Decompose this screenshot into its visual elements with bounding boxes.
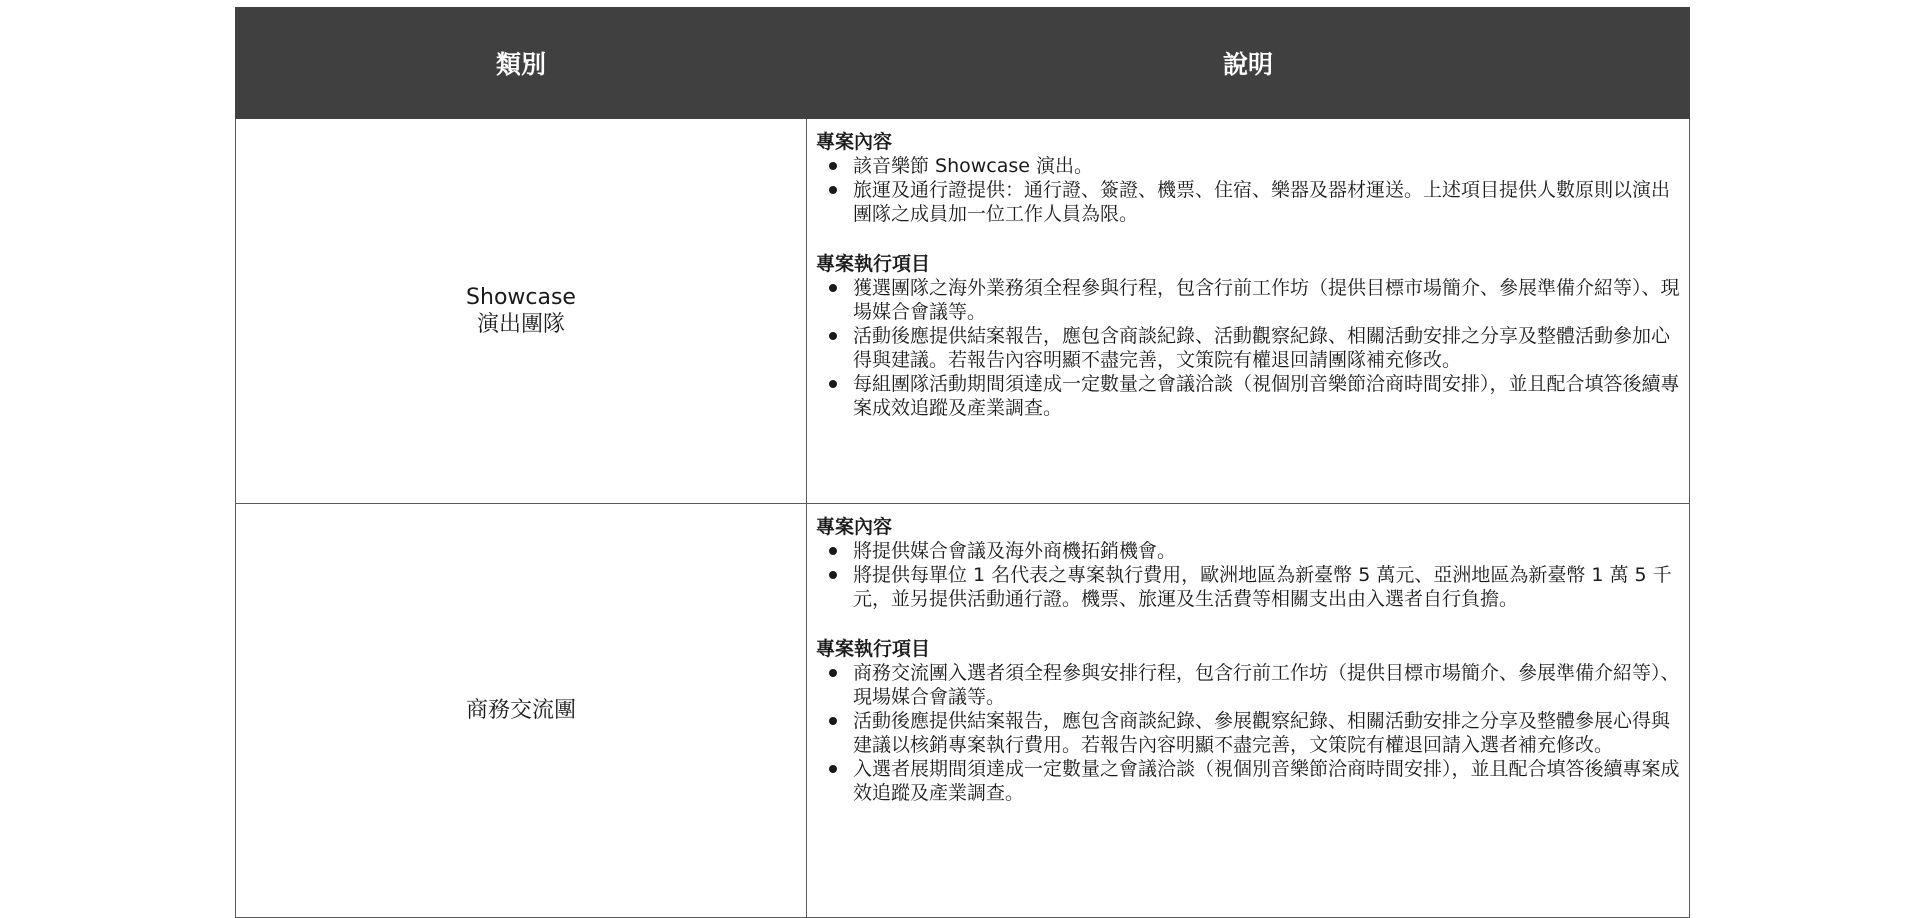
- list-item: 入選者展期間須達成一定數量之會議洽談（視個別音樂節洽商時間安排），並且配合填答後續專案成效追蹤及產業調查。: [816, 757, 1681, 805]
- list-item: 每組團隊活動期間須達成一定數量之會議洽談（視個別音樂節洽商時間安排），並且配合填答後續專案成效追蹤及產業調查。: [816, 372, 1681, 420]
- bullet-list: [816, 661, 1681, 805]
- category-cell: [236, 119, 807, 504]
- section-title: 專案執行項目: [816, 638, 931, 660]
- description-cell: [807, 504, 1690, 918]
- program-info-table: [235, 7, 1690, 918]
- section-spacer: [816, 226, 1681, 252]
- list-item: 活動後應提供結案報告，應包含商談紀錄、活動觀察紀錄、相關活動安排之分享及整體活動參加心得與建議。若報告內容明顯不盡完善，文策院有權退回請團隊補充修改。: [816, 324, 1681, 372]
- section-title: 專案內容: [816, 131, 893, 153]
- description-cell: [807, 119, 1690, 504]
- bullet-list: [816, 539, 1681, 611]
- section-title: 專案內容: [816, 516, 893, 538]
- list-item: 旅運及通行證提供：通行證、簽證、機票、住宿、樂器及器材運送。上述項目提供人數原則以演出團隊之成員加一位工作人員為限。: [816, 178, 1681, 226]
- table-row-showcase: [236, 119, 1690, 504]
- category-label: 演出團隊: [476, 312, 565, 337]
- list-item: 活動後應提供結案報告，應包含商談紀錄、參展觀察紀錄、相關活動安排之分享及整體參展心得與建議以核銷專案執行費用。若報告內容明顯不盡完善，文策院有權退回請入選者補充修改。: [816, 709, 1681, 757]
- table-row-business: [236, 504, 1690, 918]
- category-label: Showcase: [466, 285, 576, 310]
- list-item: 獲選團隊之海外業務須全程參與行程，包含行前工作坊（提供目標市場簡介、參展準備介紹等）、現場媒合會議等。: [816, 276, 1681, 324]
- section-spacer: [816, 611, 1681, 637]
- section-title: 專案執行項目: [816, 253, 931, 275]
- list-item: 該音樂節 Showcase 演出。: [816, 154, 1681, 178]
- list-item: 將提供每單位 1 名代表之專案執行費用，歐洲地區為新臺幣 5 萬元、亞洲地區為新臺幣 1 萬 5 千元，並另提供活動通行證。機票、旅運及生活費等相關支出由入選者自行負擔。: [816, 563, 1681, 611]
- bullet-list: [816, 276, 1681, 420]
- category-cell: [236, 504, 807, 918]
- category-label: 商務交流團: [465, 698, 576, 723]
- header-category: 類別: [236, 8, 807, 119]
- bullet-list: [816, 154, 1681, 226]
- list-item: 將提供媒合會議及海外商機拓銷機會。: [816, 539, 1681, 563]
- table-header-row: [236, 8, 1690, 119]
- header-description: 說明: [807, 8, 1690, 119]
- list-item: 商務交流團入選者須全程參與安排行程，包含行前工作坊（提供目標市場簡介、參展準備介紹等）、現場媒合會議等。: [816, 661, 1681, 709]
